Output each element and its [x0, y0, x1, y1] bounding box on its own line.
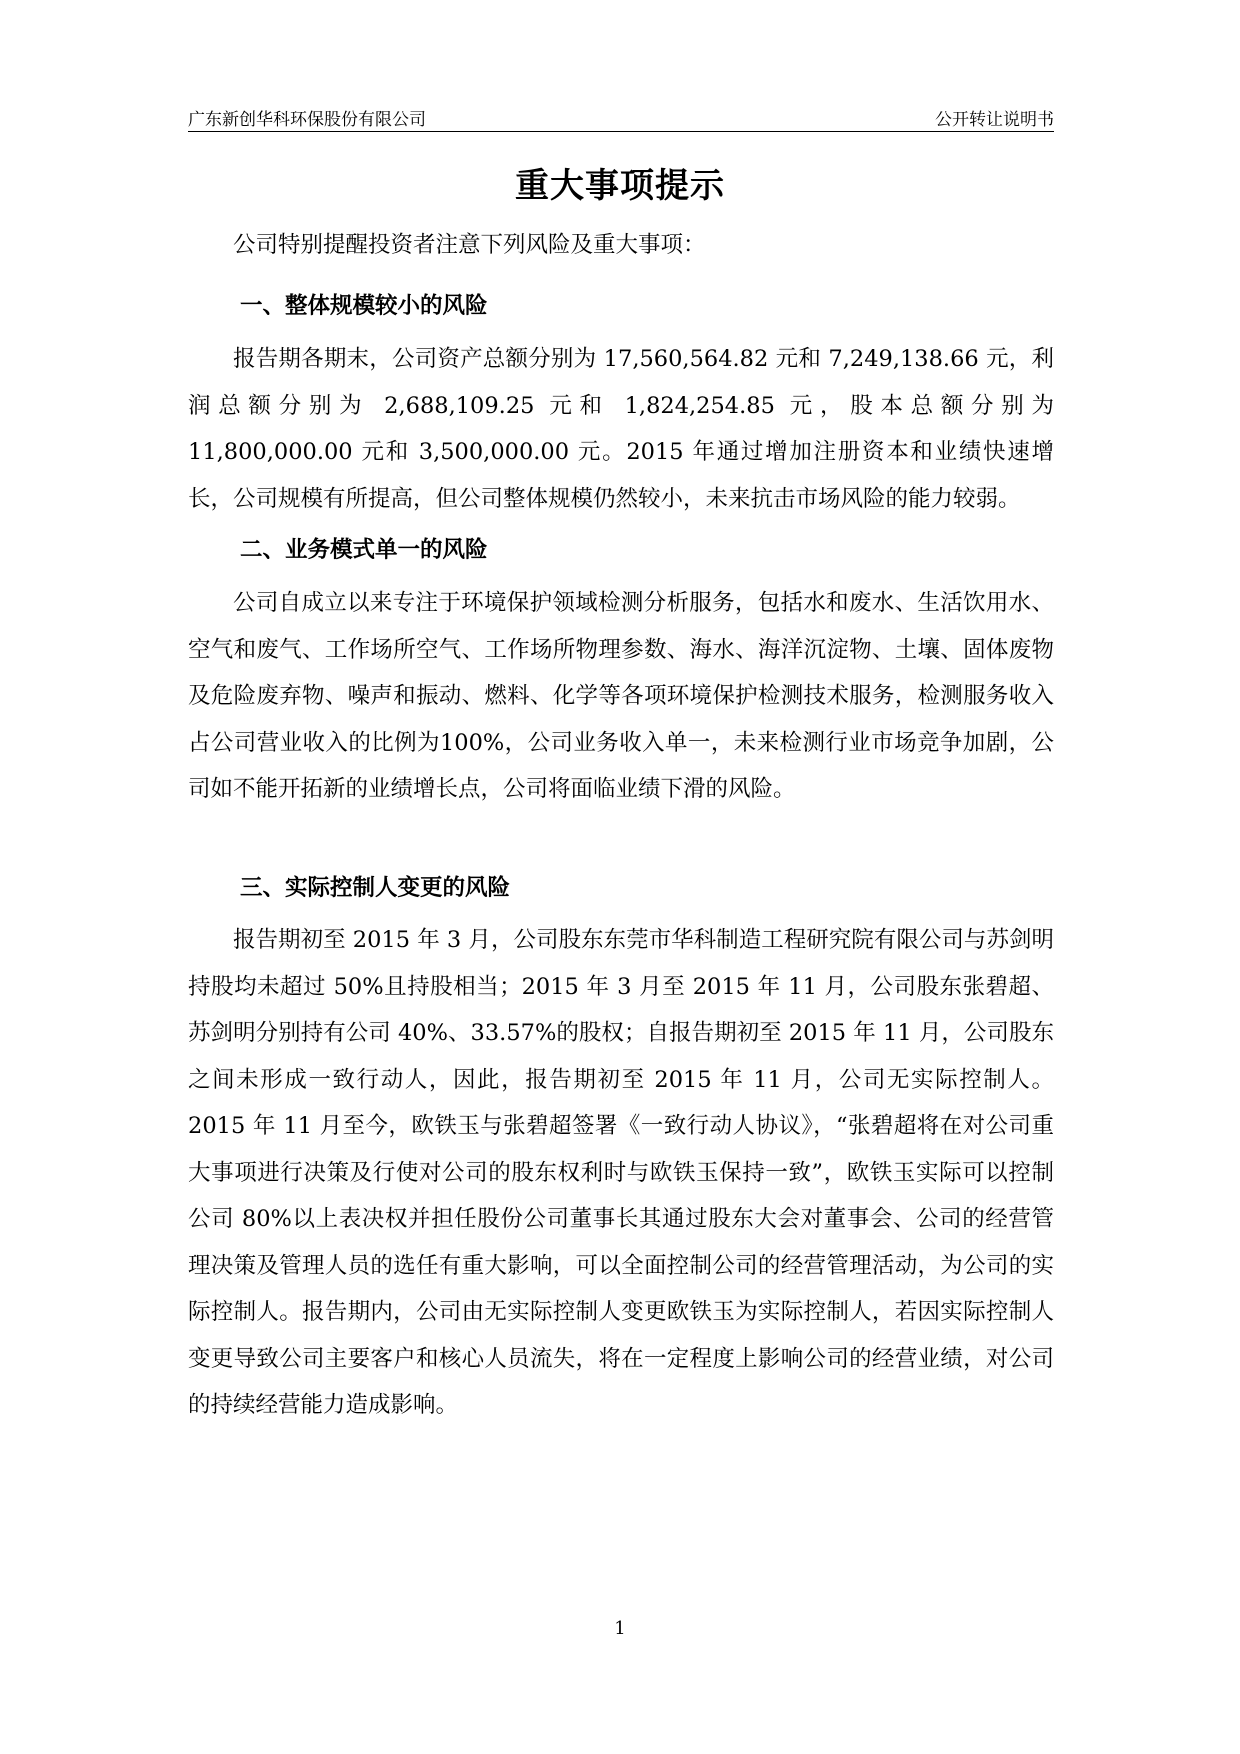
header-company-name: 广东新创华科环保股份有限公司 [188, 110, 426, 130]
section-heading-scale-risk: 一、整体规模较小的风险 [240, 293, 488, 319]
section-heading-business-model-risk: 二、业务模式单一的风险 [240, 537, 488, 563]
page-header [188, 103, 1054, 132]
intro-paragraph: 公司特别提醒投资者注意下列风险及重大事项： [233, 232, 706, 258]
section-paragraph-scale-risk: 报告期各期末，公司资产总额分别为 17,560,564.82 元和 7,249,138.66 元，利润总额分别为 2,688,109.25 元和 1,824,254.85 元，股本总额分别为 11,800,000.00 元和 3,500,000.00 元。2015 年通过增加注册资本和业绩快速增长，公司规模有所提高，但公司整体规模仍然较小，未来抗击市场风险的能力较弱。 [188, 346, 1054, 512]
page-number: 1 [614, 1618, 626, 1639]
section-paragraph-controller-change-risk: 报告期初至 2015 年 3 月，公司股东东莞市华科制造工程研究院有限公司与苏剑明持股均未超过 50%且持股相当；2015 年 3 月至 2015 年 11 月，公司股东张碧超、苏剑明分别持有公司 40%、33.57%的股权；自报告期初至 2015 年 11 月，公司股东之间未形成一致行动人，因此，报告期初至 2015 年 11 月，公司无实际控制人。2015 年 11 月至今，欧铁玉与张碧超签署《一致行动人协议》，“张碧超将在对公司重大事项进行决策及行使对公司的股东权利时与欧铁玉保持一致”，欧铁玉实际可以控制公司 80%以上表决权并担任股份公司董事长其通过股东大会对董事会、公司的经营管理决策及管理人员的选任有重大影响，可以全面控制公司的经营管理活动，为公司的实际控制人。报告期内，公司由无实际控制人变更欧铁玉为实际控制人，若因实际控制人变更导致公司主要客户和核心人员流失，将在一定程度上影响公司的经营业绩，对公司的持续经营能力造成影响。 [188, 927, 1054, 1418]
section-heading-controller-change-risk: 三、实际控制人变更的风险 [240, 875, 511, 901]
header-document-type: 公开转让说明书 [935, 110, 1054, 130]
page-title: 重大事项提示 [515, 166, 725, 206]
section-paragraph-business-model-risk: 公司自成立以来专注于环境保护领域检测分析服务，包括水和废水、生活饮用水、空气和废气、工作场所空气、工作场所物理参数、海水、海洋沉淀物、土壤、固体废物及危险废弃物、噪声和振动、燃料、化学等各项环境保护检测技术服务，检测服务收入占公司营业收入的比例为100%，公司业务收入单一，未来检测行业市场竞争加剧，公司如不能开拓新的业绩增长点，公司将面临业绩下滑的风险。 [188, 590, 1054, 802]
